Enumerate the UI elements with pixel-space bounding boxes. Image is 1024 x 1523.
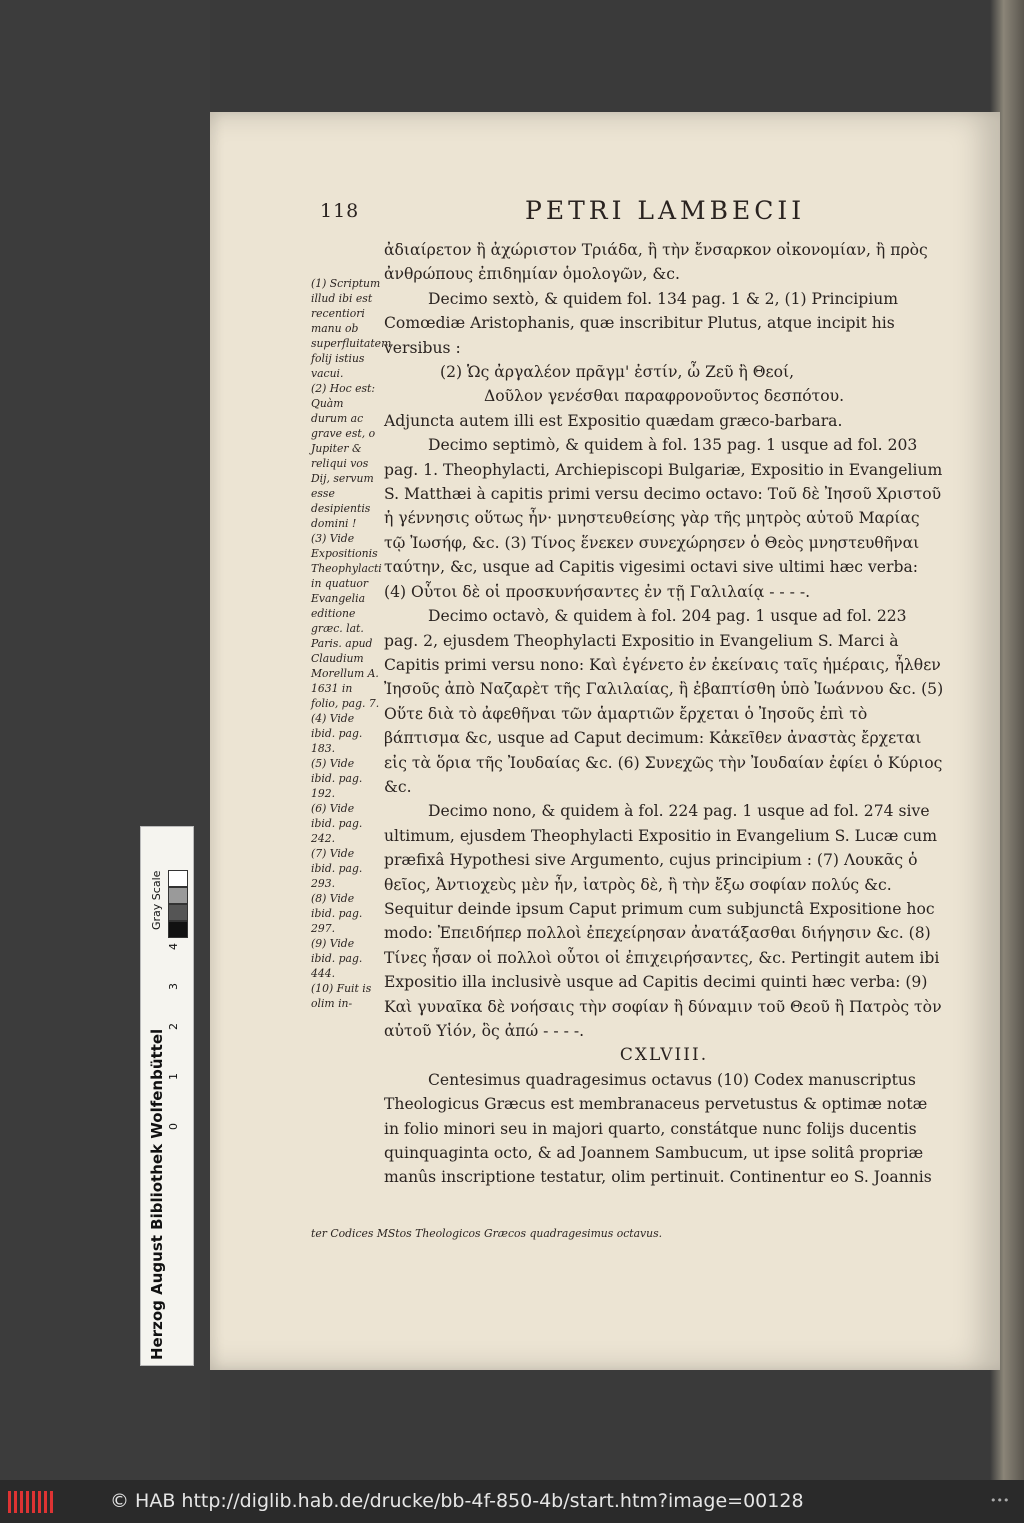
margin-note: (9) Vide ibid. pag. 444. — [311, 937, 363, 980]
margin-note: (8) Vide ibid. pag. 297. — [311, 892, 363, 935]
ruler — [167, 940, 190, 1190]
margin-notes — [311, 276, 392, 1011]
library-label: Herzog August Bibliothek Wolfenbüttel — [148, 1028, 166, 1360]
ruler-digit: 2 — [167, 1023, 180, 1030]
margin-note: (5) Vide ibid. pag. 192. — [311, 757, 363, 800]
gray-patch — [168, 921, 188, 938]
verse-line: (2) Ὡς ἀργαλέον πρᾶγμ' ἐστίν, ὦ Ζεῦ ἢ Θεοί, — [440, 363, 795, 382]
gray-scale-label: Gray Scale — [150, 870, 163, 930]
gray-patches — [168, 870, 188, 930]
paragraph: Adjuncta autem illi est Expositio quædam græco-barbara. — [384, 411, 843, 430]
ruler-digit: 0 — [167, 1123, 180, 1130]
margin-note: (2) Hoc est: Quàm durum ac grave est, o Jupiter & reliqui vos Dij, servum esse desipientis domini ! — [311, 382, 376, 530]
margin-note: (1) Scriptum illud ibi est recentiori manu ob superfluitatem folij istius vacui. — [311, 277, 392, 380]
page-number: 118 — [320, 200, 360, 222]
menu-dots-icon[interactable]: ••• — [990, 1494, 1010, 1507]
paragraph: Decimo sextò, & quidem fol. 134 pag. 1 & 2, (1) Principium Comœdiæ Aristophanis, quæ inscribitur Plutus, atque incipit his versibus : — [384, 289, 899, 357]
gray-patch — [168, 904, 188, 921]
margin-note: (3) Vide Expositionis Theophylacti in quatuor Evangelia editione græc. lat. Paris. apud Claudium Morellum A. 1631 in folio, pag. 7. — [311, 532, 382, 710]
paragraph: Decimo septimò, & quidem à fol. 135 pag. 1 usque ad fol. 203 pag. 1. Theophylacti, Archiepiscopi Bulgariæ, Expositio in Evangelium S. Matthæi à capitis primi versu decimo octavo: Τοῦ δὲ Ἰησοῦ Χριστοῦ ἡ γέννησις οὕτως ἦν· μνηστευθείσης γὰρ τῆς μητρὸς αὐτοῦ Μαρίας τῷ Ἰωσήφ, &c. (3) Τίνος ἕνεκεν συνεχώρησεν ὁ Θεὸς μνηστευθῆναι ταύτην, &c, usque ad Capitis vigesimi octavi sive ultimi hæc verba: (4) Οὗτοι δὲ οἱ προσκυνήσαντες ἐν τῇ Γαλιλαίᾳ - - - -. — [384, 436, 943, 601]
text-line: ἀδιαίρετον ἢ ἀχώριστον Τριάδα, ἢ τὴν ἔνσαρκον οἰκονομίαν, ἢ πρὸς — [384, 241, 928, 259]
margin-note: (7) Vide ibid. pag. 293. — [311, 847, 363, 890]
paragraph: Decimo nono, & quidem à fol. 224 pag. 1 usque ad fol. 274 sive ultimum, ejusdem Theophylacti Expositio in Evangelium S. Lucæ cum præfixâ Hypothesi sive Argumento, cujus principium : (7) Λουκᾶς ὁ θεῖος, Ἀντιοχεὺς μὲν ἦν, ἰατρὸς δὲ, ἢ τὴν ἔξω σοφίαν πολύς &c. Sequitur deinde ipsum Caput primum cum subjunctâ Expositione hoc modo: Ἐπειδήπερ πολλοὶ ἐπεχείρησαν ἀνατάξασθαι διήγησιν &c. (8) Τίνες ἦσαν οἱ πολλοὶ οὗτοι οἱ ἐπιχειρήσαντες, &c. Pertingit autem ibi Expositio illa inclusivè usque ad Capitis decimi quinti hæc verba: (9) Καὶ γυναῖκα δὲ νοήσαις τὴν σοφίαν ἢ δύναμιν τοῦ Θεοῦ ἢ Πατρὸς τὸν αὐτοῦ Υἱόν, ὃς ἀπώ - - - -. — [384, 802, 942, 1040]
page-header — [320, 196, 960, 230]
chapter-heading: CXLVIII. — [619, 1045, 709, 1066]
paragraph: Centesimus quadragesimus octavus (10) Codex manuscriptus Theologicus Græcus est membranaceus pervetustus & optimæ notæ in folio minori seu in majori quarto, constátque nunc folijs ducentis quinquaginta octo, & ad Joannem Sambucum, ut ipse solitâ propriæ manûs inscriptione testatur, olim pertinuit. Continentur eo S. Joannis — [384, 1070, 932, 1187]
ruler-digit: 4 — [167, 943, 180, 950]
gray-patch — [168, 870, 188, 887]
running-head: PETRI LAMBECII — [525, 196, 806, 225]
footnote-continuation: ter Codices MStos Theologicos Græcos quadragesimus octavus. — [311, 1227, 663, 1240]
margin-note: (6) Vide ibid. pag. 242. — [311, 802, 363, 845]
paragraph: Decimo octavò, & quidem à fol. 204 pag. 1 usque ad fol. 223 pag. 2, ejusdem Theophylacti Expositio in Evangelium S. Marci à Capitis primi versu nono: Καὶ ἐγένετο ἐν ἐκείναις ταῖς ἡμέραις, ἦλθεν Ἰησοῦς ἀπὸ Ναζαρὲτ τῆς Γαλιλαίας, ἢ ἐβαπτίσθη ὑπὸ Ἰωάννου &c. (5) Οὕτε διὰ τὸ ἀφεθῆναι τῶν ἁμαρτιῶν ἔρχεται ὁ Ἰησοῦς ἐπὶ τὸ βάπτισμα &c, usque ad Caput decimum: Κἀκεῖθεν ἀναστὰς ἔρχεται εἰς τὰ ὅρια τῆς Ἰουδαίας &c. (6) Συνεχῶς τὴν Ἰουδαίαν ἐφίει ὁ Κύριος &c. — [384, 607, 944, 796]
verse-line: Δοῦλον γενέσθαι παραφρονοῦντος δεσπότου. — [484, 387, 845, 406]
text-line: ἀνθρώπους ἐπιδημίαν ὁμολογῶν, &c. — [384, 265, 680, 284]
status-bar — [0, 1480, 1024, 1523]
ruler-digit: 1 — [167, 1073, 180, 1080]
ruler-digit: 3 — [167, 983, 180, 990]
margin-note: (10) Fuit is olim in- — [311, 982, 372, 1010]
body-text — [384, 238, 944, 1190]
margin-note: (4) Vide ibid. pag. 183. — [311, 712, 363, 755]
hab-logo-icon — [8, 1489, 54, 1515]
copyright-url[interactable]: © HAB http://diglib.hab.de/drucke/bb-4f-850-4b/start.htm?image=00128 — [110, 1490, 804, 1512]
gray-patch — [168, 887, 188, 904]
